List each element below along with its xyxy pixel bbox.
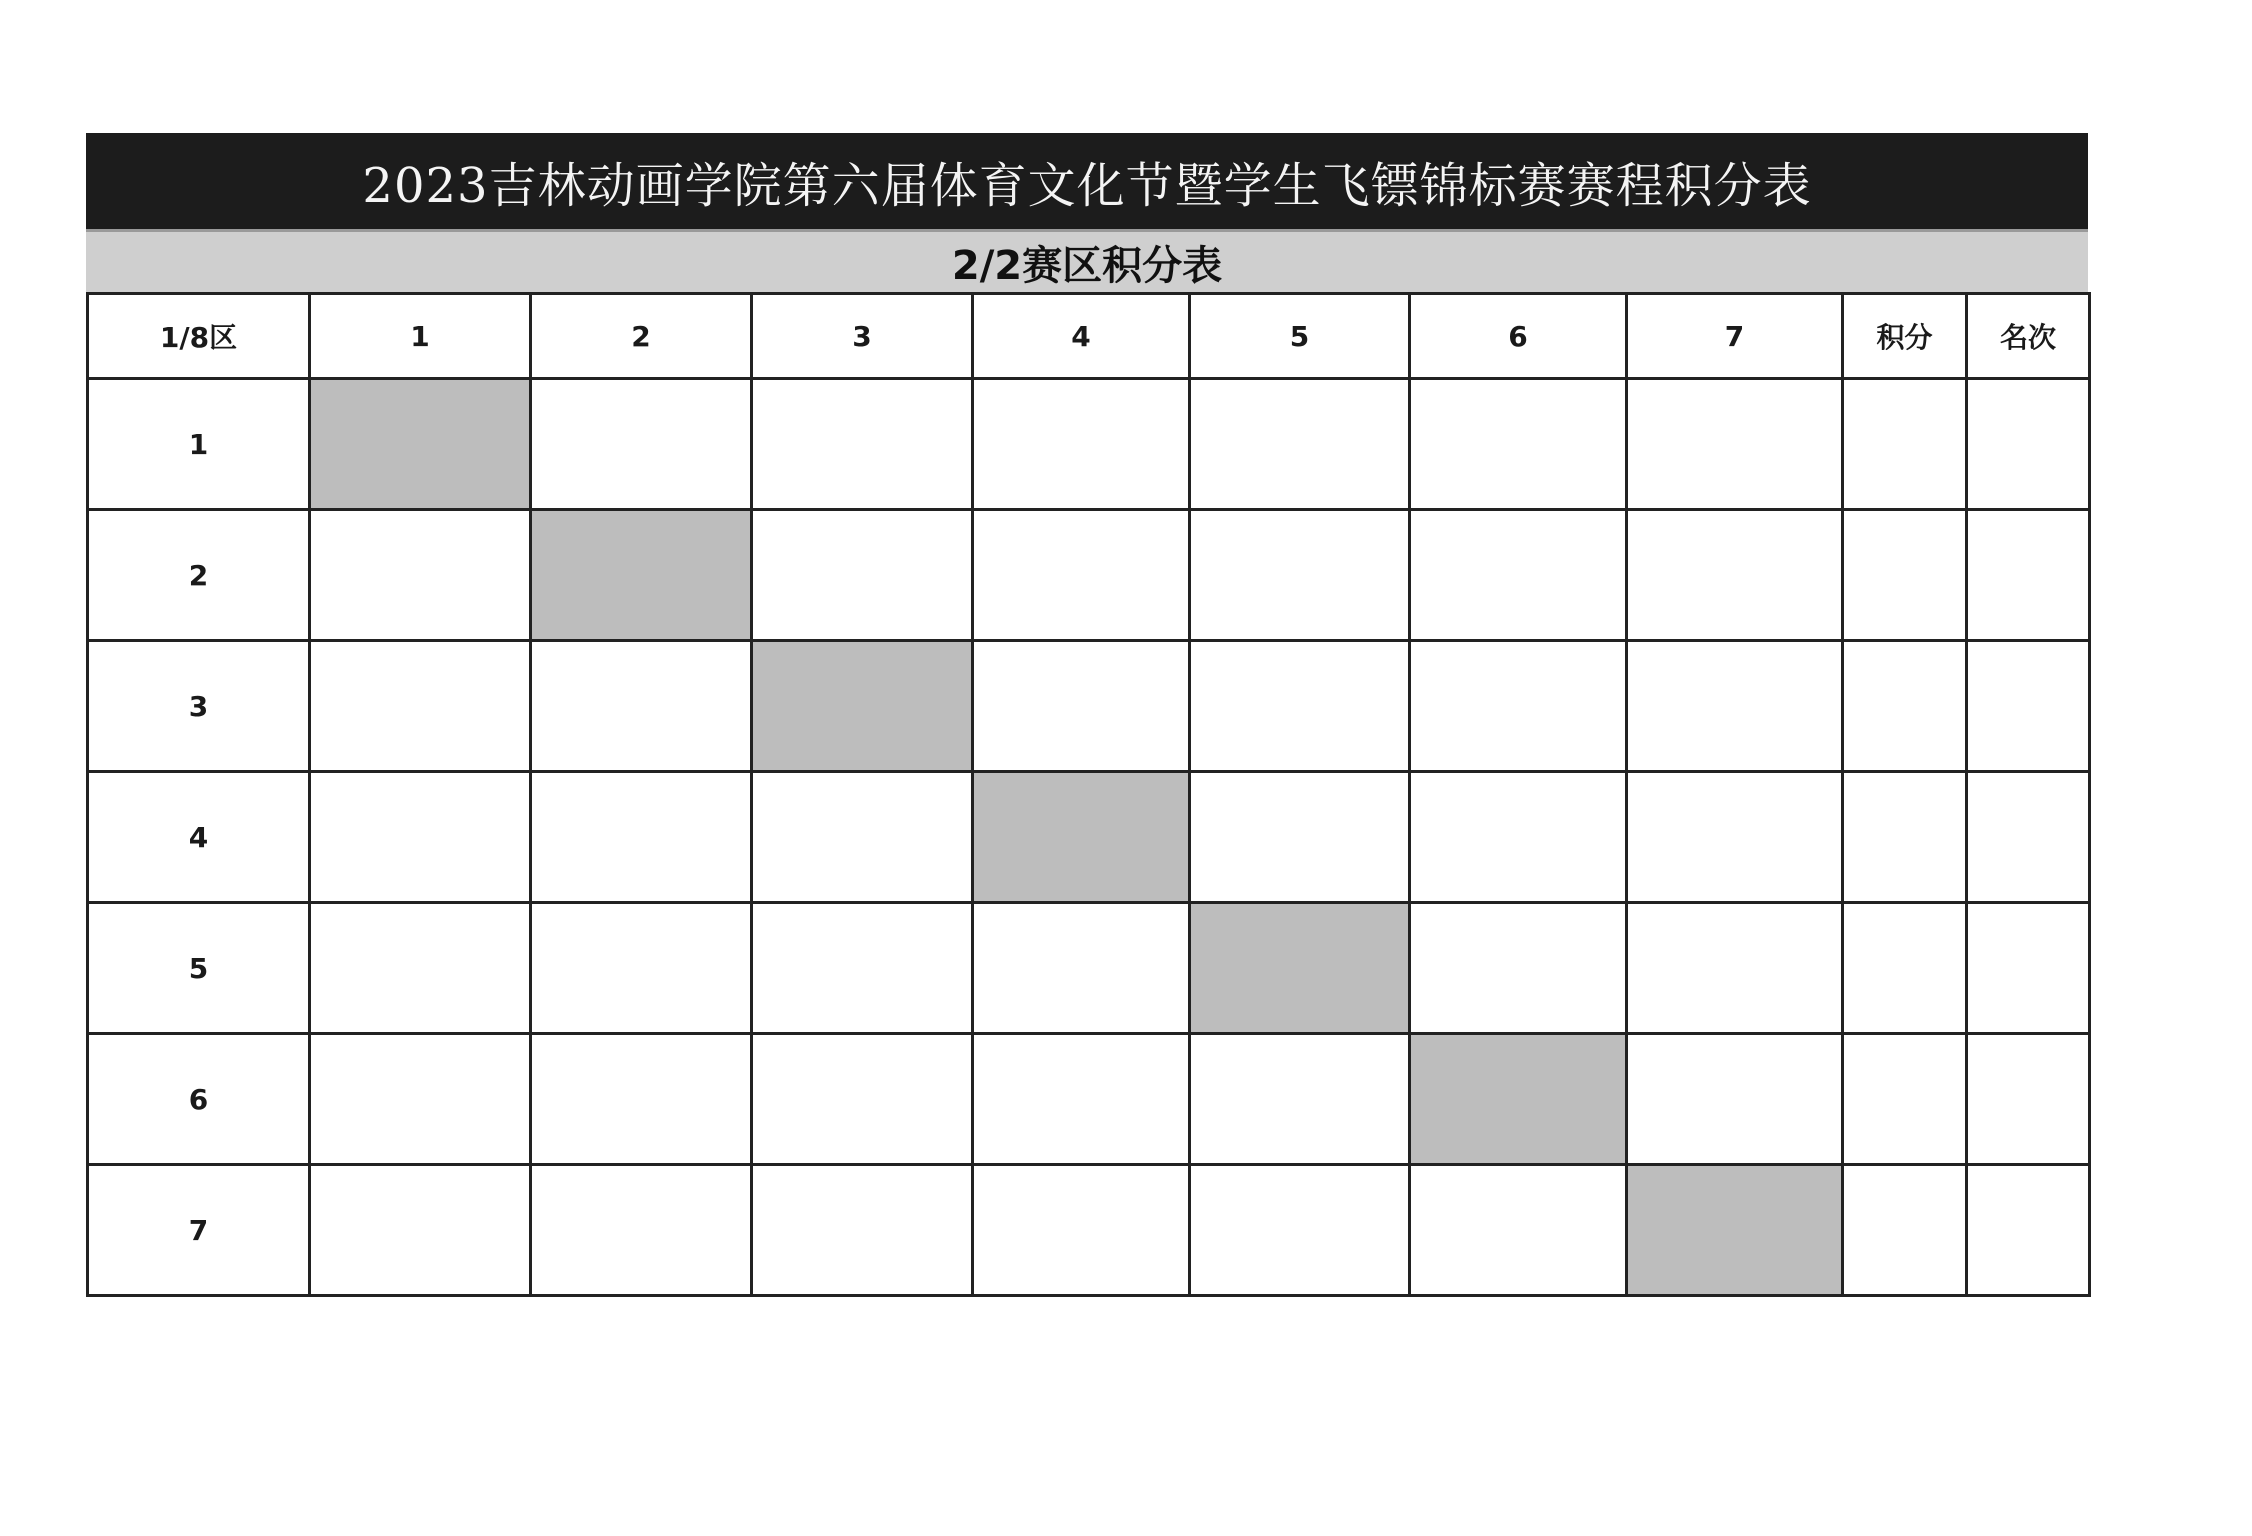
rank-cell[interactable] — [1967, 641, 2090, 772]
match-cell[interactable] — [1627, 510, 1843, 641]
score-cell[interactable] — [1843, 772, 1967, 903]
match-cell[interactable] — [973, 1165, 1190, 1296]
match-cell[interactable] — [531, 772, 752, 903]
diagonal-cell — [752, 641, 973, 772]
score-cell[interactable] — [1843, 1034, 1967, 1165]
score-cell[interactable] — [1843, 1165, 1967, 1296]
match-cell[interactable] — [531, 641, 752, 772]
match-cell[interactable] — [531, 1165, 752, 1296]
diagonal-cell — [1410, 1034, 1627, 1165]
match-cell[interactable] — [1410, 641, 1627, 772]
header-row — [88, 294, 2090, 379]
column-header: 6 — [1410, 294, 1627, 379]
match-cell[interactable] — [1190, 772, 1410, 903]
match-cell[interactable] — [1627, 772, 1843, 903]
match-cell[interactable] — [310, 510, 531, 641]
match-cell[interactable] — [1627, 641, 1843, 772]
diagonal-cell — [973, 772, 1190, 903]
table-row — [88, 903, 2090, 1034]
row-header: 2 — [88, 510, 310, 641]
sheet-title: 2023吉林动画学院第六届体育文化节暨学生飞镖锦标赛赛程积分表 — [86, 133, 2088, 232]
match-cell[interactable] — [973, 1034, 1190, 1165]
diagonal-cell — [310, 379, 531, 510]
column-header: 4 — [973, 294, 1190, 379]
score-cell[interactable] — [1843, 510, 1967, 641]
corner-header: 1/8区 — [88, 294, 310, 379]
score-sheet — [86, 133, 2088, 1297]
row-header: 3 — [88, 641, 310, 772]
match-cell[interactable] — [973, 379, 1190, 510]
row-header: 6 — [88, 1034, 310, 1165]
rank-cell[interactable] — [1967, 379, 2090, 510]
row-header: 1 — [88, 379, 310, 510]
table-row — [88, 1034, 2090, 1165]
sheet-subtitle: 2/2赛区积分表 — [86, 232, 2088, 292]
match-cell[interactable] — [1410, 772, 1627, 903]
column-header: 5 — [1190, 294, 1410, 379]
match-cell[interactable] — [531, 903, 752, 1034]
column-header: 3 — [752, 294, 973, 379]
score-header: 积分 — [1843, 294, 1967, 379]
match-cell[interactable] — [1627, 379, 1843, 510]
match-cell[interactable] — [310, 772, 531, 903]
rank-cell[interactable] — [1967, 1034, 2090, 1165]
table-row — [88, 1165, 2090, 1296]
match-cell[interactable] — [310, 903, 531, 1034]
score-cell[interactable] — [1843, 641, 1967, 772]
match-cell[interactable] — [1410, 379, 1627, 510]
match-cell[interactable] — [1410, 1165, 1627, 1296]
rank-cell[interactable] — [1967, 510, 2090, 641]
match-cell[interactable] — [752, 1034, 973, 1165]
table-row — [88, 641, 2090, 772]
match-cell[interactable] — [531, 379, 752, 510]
match-cell[interactable] — [310, 1034, 531, 1165]
match-cell[interactable] — [752, 510, 973, 641]
row-header: 7 — [88, 1165, 310, 1296]
match-cell[interactable] — [310, 641, 531, 772]
match-cell[interactable] — [1190, 1034, 1410, 1165]
table-row — [88, 772, 2090, 903]
match-cell[interactable] — [1410, 510, 1627, 641]
row-header: 5 — [88, 903, 310, 1034]
column-header: 1 — [310, 294, 531, 379]
table-row — [88, 379, 2090, 510]
match-cell[interactable] — [1627, 1034, 1843, 1165]
match-cell[interactable] — [1410, 903, 1627, 1034]
match-cell[interactable] — [1190, 379, 1410, 510]
match-cell[interactable] — [973, 641, 1190, 772]
rank-cell[interactable] — [1967, 903, 2090, 1034]
score-table — [86, 292, 2091, 1297]
match-cell[interactable] — [531, 1034, 752, 1165]
match-cell[interactable] — [752, 1165, 973, 1296]
rank-cell[interactable] — [1967, 772, 2090, 903]
match-cell[interactable] — [1627, 903, 1843, 1034]
diagonal-cell — [1627, 1165, 1843, 1296]
match-cell[interactable] — [973, 510, 1190, 641]
column-header: 2 — [531, 294, 752, 379]
column-header: 7 — [1627, 294, 1843, 379]
match-cell[interactable] — [1190, 641, 1410, 772]
match-cell[interactable] — [752, 903, 973, 1034]
rank-cell[interactable] — [1967, 1165, 2090, 1296]
diagonal-cell — [1190, 903, 1410, 1034]
score-cell[interactable] — [1843, 379, 1967, 510]
match-cell[interactable] — [1190, 510, 1410, 641]
diagonal-cell — [531, 510, 752, 641]
match-cell[interactable] — [1190, 1165, 1410, 1296]
match-cell[interactable] — [310, 1165, 531, 1296]
rank-header: 名次 — [1967, 294, 2090, 379]
score-cell[interactable] — [1843, 903, 1967, 1034]
table-row — [88, 510, 2090, 641]
row-header: 4 — [88, 772, 310, 903]
match-cell[interactable] — [752, 379, 973, 510]
match-cell[interactable] — [752, 772, 973, 903]
match-cell[interactable] — [973, 903, 1190, 1034]
